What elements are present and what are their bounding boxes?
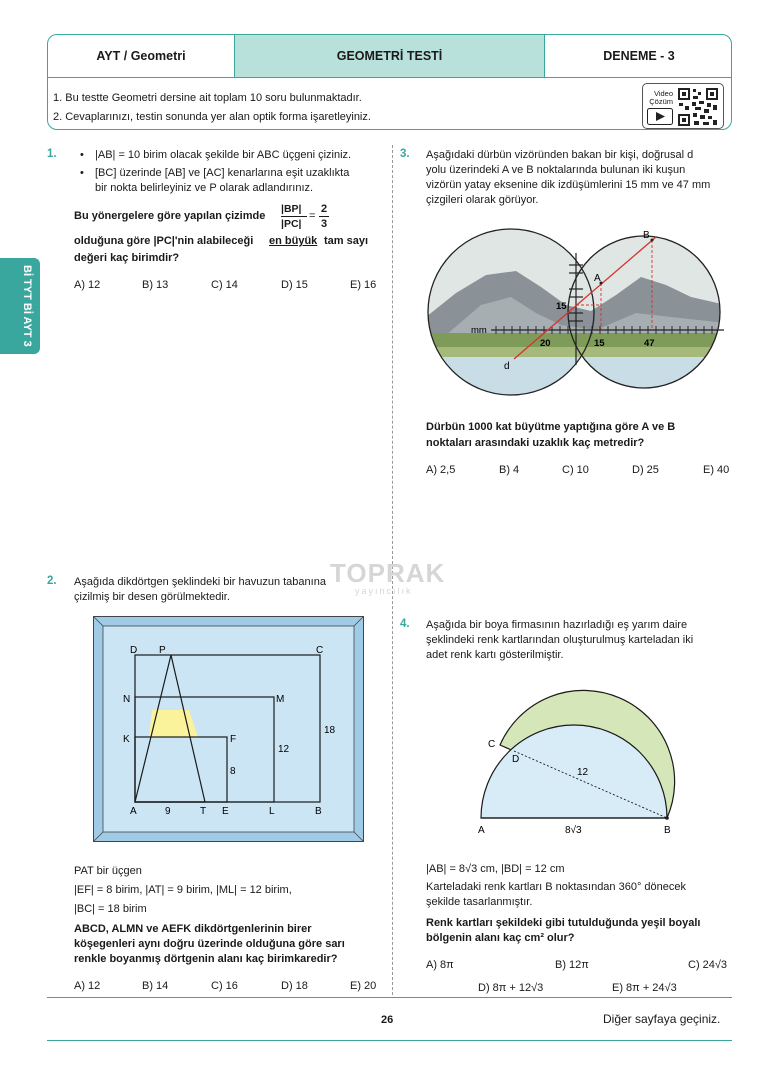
q1-stem-2a: olduğuna göre |PC|'nin alabileceği (74, 235, 254, 247)
q4-info-2: Karteladaki renk kartları B noktasından 360° dönecek (426, 881, 686, 893)
q3-question-1: Dürbün 1000 kat büyütme yaptığına göre A ve B (426, 421, 676, 433)
q2-option-e[interactable]: E) 20 (350, 980, 377, 992)
q1-option-b[interactable]: B) 13 (142, 279, 169, 291)
q1-fraction-numerator: |BP| (281, 203, 302, 215)
label-l: L (269, 806, 275, 817)
q2-number: 2. (47, 575, 57, 587)
footer-top-line (47, 997, 732, 998)
q2-option-c[interactable]: C) 16 (211, 980, 238, 992)
label-d: D (130, 645, 138, 656)
watermark-sub: yayıncılık (355, 586, 413, 596)
q1-stem-3: değeri kaç birimdir? (74, 252, 180, 264)
label-ab: 8√3 (565, 825, 582, 836)
q4-question-2: bölgenin alanı kaç cm² olur? (426, 932, 575, 944)
q2-question-3: renkle boyanmış dörtgenin alanı kaç birimkaredir? (74, 953, 338, 965)
subject-label: AYT / Geometri (48, 35, 235, 77)
next-page-note: Diğer sayfaya geçiniz. (603, 1012, 721, 1026)
label-20: 20 (540, 338, 551, 349)
label-p: P (159, 645, 166, 656)
q4-stem-3: adet renk kartı gösterilmiştir. (426, 649, 564, 661)
q3-option-b[interactable]: B) 4 (499, 464, 520, 476)
q1-bullet-2a: [BC] üzerinde [AB] ve [AC] kenarlarına eşit uzaklıkta (95, 167, 350, 179)
q4-stem-2: şeklindeki renk kartlarından oluşturulmuş karteladan iki (426, 634, 694, 646)
q3-option-e[interactable]: E) 40 (703, 464, 730, 476)
label-12: 12 (278, 744, 290, 755)
q4-info-1: |AB| = 8√3 cm, |BD| = 12 cm (426, 863, 565, 875)
qr-code-icon (677, 87, 719, 127)
label-c: C (488, 739, 496, 750)
page-number: 26 (381, 1014, 394, 1026)
label-18: 18 (324, 725, 336, 736)
q4-number: 4. (400, 618, 410, 630)
q4-info-3: şekilde tasarlanmıştır. (426, 896, 533, 908)
q1-value-denominator: 3 (321, 218, 328, 230)
q1-bullet-2b: bir nokta belirleyiniz ve P olarak adlandırınız. (95, 182, 314, 194)
q1-stem-2b: en büyük (269, 235, 318, 247)
q1-bullet-1: |AB| = 10 birim olacak şekilde bir ABC üçgeni çiziniz. (95, 149, 352, 161)
q2-question-1: ABCD, ALMN ve AEFK dikdörtgenlerinin birer (74, 923, 312, 935)
instruction-2: 2. Cevaplarınızı, testin sonunda yer alan optik forma işaretleyiniz. (53, 111, 371, 123)
header-row (48, 35, 731, 78)
q1-fraction-denominator: |PC| (281, 218, 302, 230)
q4-question-1: Renk kartları şekildeki gibi tutulduğunda yeşil boyalı (426, 917, 701, 929)
label-15: 15 (594, 338, 605, 349)
label-mm: mm (471, 325, 487, 336)
label-d: D (512, 754, 520, 765)
label-9: 9 (165, 806, 171, 817)
q1-stem-1: Bu yönergelere göre yapılan çizimde (74, 210, 266, 222)
label-c: C (316, 645, 324, 656)
q1-number: 1. (47, 148, 57, 160)
binocular-figure (426, 225, 726, 400)
q3-option-d[interactable]: D) 25 (632, 464, 659, 476)
test-title: GEOMETRİ TESTİ (235, 35, 545, 77)
q2-option-b[interactable]: B) 14 (142, 980, 169, 992)
q1-bullet-dot: • (80, 149, 84, 161)
q1-option-e[interactable]: E) 16 (350, 279, 377, 291)
q3-stem-2: yolu üzerindeki A ve B noktalarında bulunan iki kuşun (426, 164, 686, 176)
q2-info-2: |EF| = 8 birim, |AT| = 9 birim, |ML| = 12 birim, (74, 884, 292, 896)
label-a: A (478, 825, 485, 836)
q2-option-d[interactable]: D) 18 (281, 980, 308, 992)
q4-option-d[interactable]: D) 8π + 12√3 (478, 982, 544, 994)
label-f: F (230, 734, 237, 745)
header-box (47, 34, 732, 130)
q4-option-e[interactable]: E) 8π + 24√3 (612, 982, 677, 994)
q3-number: 3. (400, 148, 410, 160)
q3-option-c[interactable]: C) 10 (562, 464, 589, 476)
q4-stem-1: Aşağıda bir boya firmasının hazırladığı eş yarım daire (426, 619, 688, 631)
label-t: T (200, 806, 207, 817)
video-solution-box[interactable] (642, 83, 724, 129)
color-card-figure (474, 668, 689, 840)
solution-label: Çözüm (649, 97, 673, 106)
q2-option-a[interactable]: A) 12 (74, 980, 101, 992)
label-15-vertical: 15 (556, 301, 567, 312)
label-n: N (123, 694, 131, 705)
instruction-1: 1. Bu testte Geometri dersine ait toplam 10 soru bulunmaktadır. (53, 92, 362, 104)
label-47: 47 (644, 338, 655, 349)
q4-option-c[interactable]: C) 24√3 (688, 959, 728, 971)
q2-stem-2: çizilmiş bir desen görülmektedir. (74, 591, 230, 603)
label-d: d (504, 361, 510, 372)
label-8: 8 (230, 766, 236, 777)
pool-figure (93, 616, 364, 842)
q4-option-a[interactable]: A) 8π (426, 959, 454, 971)
point-b (665, 816, 669, 820)
q3-stem-3: vizörün yatay eksenine dik izdüşümlerini 15 mm ve 47 mm (426, 179, 711, 191)
label-e: E (222, 806, 229, 817)
label-m: M (276, 694, 285, 705)
q3-stem-4: çizgileri olarak görüyor. (426, 194, 539, 206)
q3-stem-1: Aşağıdaki dürbün vizöründen bakan bir kişi, doğrusal d (426, 149, 694, 161)
q1-value-numerator: 2 (321, 203, 328, 215)
q2-stem-1: Aşağıda dikdörtgen şeklindeki bir havuzun tabanına (74, 576, 326, 588)
play-icon[interactable] (647, 108, 673, 125)
label-b: B (664, 825, 671, 836)
q1-bullet-dot: • (80, 167, 84, 179)
side-tab-label: Bİ TYT Bİ AYT 3 (21, 265, 33, 347)
pool-inner (103, 626, 354, 832)
label-12: 12 (577, 767, 589, 778)
label-k: K (123, 734, 130, 745)
q2-question-2: köşegenleri aynı doğru üzerinde olduğuna göre sarı (74, 938, 345, 950)
q1-option-a[interactable]: A) 12 (74, 279, 101, 291)
q3-question-2: noktaları arasındaki uzaklık kaç metredir? (426, 437, 645, 449)
label-a: A (130, 806, 137, 817)
watermark-logo: TOPRAK (330, 558, 446, 588)
q4-option-b[interactable]: B) 12π (555, 959, 589, 971)
exam-label: DENEME - 3 (603, 49, 675, 63)
q2-info-3: |BC| = 18 birim (74, 903, 147, 915)
q2-info-1: PAT bir üçgen (74, 865, 142, 877)
label-a: A (594, 273, 601, 284)
q3-option-a[interactable]: A) 2,5 (426, 464, 456, 476)
footer-bottom-line (47, 1040, 732, 1041)
q1-equals: = (309, 210, 316, 222)
label-b: B (315, 806, 322, 817)
q1-option-c[interactable]: C) 14 (211, 279, 238, 291)
label-b: B (643, 230, 650, 241)
q1-option-d[interactable]: D) 15 (281, 279, 308, 291)
video-label: Video (653, 89, 673, 98)
q1-stem-2c: tam sayı (324, 235, 369, 247)
point-b (651, 239, 654, 242)
